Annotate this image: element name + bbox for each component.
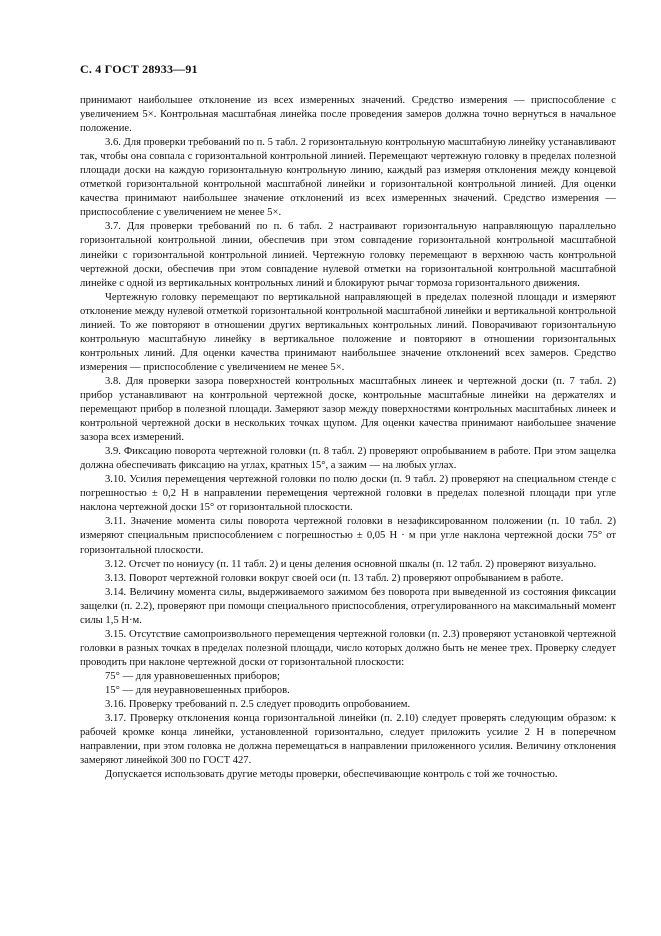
list-item: 75° — для уравновешенных приборов; bbox=[105, 670, 280, 682]
paragraph: 3.16. Проверку требований п. 2.5 следует проводить опробованием. bbox=[105, 699, 411, 711]
paragraph: 3.15. Отсутствие самопроизвольного перемещения чертежной головки (п. 2.3) проверяют установкой чертежной головки в разных точках в пределах полезной площади, число которых должно быть не менее трех. Проверку следует проводить при наклоне чертежной доски от горизонтальной плоскости: bbox=[80, 628, 616, 668]
paragraph: 3.12. Отсчет по нониусу (п. 11 табл. 2) и цены деления основной шкалы (п. 12 табл. 2) проверяют визуально. bbox=[105, 558, 597, 570]
document-body bbox=[80, 94, 616, 782]
paragraph: 3.8. Для проверки зазора поверхностей контрольных масштабных линеек и чертежной доски (п. 7 табл. 2) прибор устанавливают на контрольной чертежной доске, контрольные масштабные линейки на держателях и перемещают прибор в полезной площади. Замеряют зазор между поверхностями контрольных масштабных линеек и контрольной чертежной доски в нескольких точках щупом. Для оценки качества принимают наибольшее значение зазора всех измерений. bbox=[80, 375, 616, 444]
paragraph: 3.6. Для проверки требований по п. 5 табл. 2 горизонтальную контрольную масштабную линейку устанавливают так, чтобы она совпала с горизонтальной контрольной линией. Перемещают чертежную головку в пределах полезной площади доски на каждую горизонтальную контрольную линию, каждый раз измеряя отклонения между концевой отметкой горизонтальной контрольной масштабной линейки и горизонтальной контрольной линией. Для оценки качества принимают наибольшее значение отклонений из всех измеренных значений. Средство измерения — приспособление с увеличением не менее 5×. bbox=[80, 137, 616, 219]
paragraph: Чертежную головку перемещают по вертикальной направляющей в пределах полезной площади и измеряют отклонение между нулевой отметкой горизонтальной контрольной масштабной линейки и вертикальной контрольной линией. То же повторяют в отношении других вертикальных контрольных линий. Поворачивают горизонтальную контрольную масштабную линейку в вертикальное положение и повторяют в отношении горизонтальных контрольных линий. Для оценки качества принимают наибольшее значение отклонений всех замеров. Средство измерения — приспособление с увеличением не менее 5×. bbox=[80, 291, 616, 373]
paragraph: 3.9. Фиксацию поворота чертежной головки (п. 8 табл. 2) проверяют опробыванием в работе. При этом защелка должна обеспечивать фиксацию на углах, кратных 15°, а зажим — на любых углах. bbox=[80, 446, 616, 472]
paragraph: 3.17. Проверку отклонения конца горизонтальной линейки (п. 2.10) следует проверять следующим образом: к рабочей кромке конца линейки, установленной горизонтально, следует приложить усилие 2 Н в поперечном направлении, при этом головка не должна перемещаться в направлении приложенного усилия. Величину отклонения замеряют линейкой 300 по ГОСТ 427. bbox=[80, 713, 616, 767]
paragraph: 3.13. Поворот чертежной головки вокруг своей оси (п. 13 табл. 2) проверяют опробыванием в работе. bbox=[105, 572, 564, 584]
paragraph: принимают наибольшее отклонение из всех измеренных значений. Средство измерения — приспособление с увеличением 5×. Контрольная масштабная линейка после проведения замеров должна точно вернуться в начальное положение. bbox=[80, 95, 616, 135]
paragraph: Допускается использовать другие методы проверки, обеспечивающие контроль с той же точностью. bbox=[105, 769, 558, 781]
paragraph: 3.7. Для проверки требований по п. 6 табл. 2 настраивают горизонтальную направляющую параллельно горизонтальной контрольной линии, обеспечив при этом совпадение горизонтальной контрольной масштабной линейки с горизонтальной контрольной линией. Чертежную головку перемещают в верхнюю часть контрольной чертежной доски, обеспечив при этом совпадение нулевой отметки на горизонтальной контрольной масштабной линейке с одной из вертикальных контрольных линий и блокируют рычаг тормоза горизонтального движения. bbox=[80, 221, 616, 289]
list-item: 15° — для неуравновешенных приборов. bbox=[105, 684, 290, 696]
paragraph: 3.14. Величину момента силы, выдерживаемого зажимом без поворота при выведенной из состояния фиксации защелки (п. 2.2), проверяют при помощи специального приспособления, отрегулированного на максимальный момент силы 1,5 Н·м. bbox=[80, 586, 616, 626]
paragraph: 3.11. Значение момента силы поворота чертежной головки в незафиксированном положении (п. 10 табл. 2) измеряют специальным приспособлением с погрешностью ± 0,05 Н · м при угле наклона чертежной доски 75° от горизонтальной плоскости. bbox=[80, 516, 616, 556]
paragraph: 3.10. Усилия перемещения чертежной головки по полю доски (п. 9 табл. 2) проверяют на специальном стенде с погрешностью ± 0,2 Н в направлении перемещения чертежной головки в пределах полезной площади при угле наклона чертежной доски 15° от горизонтальной плоскости. bbox=[80, 474, 616, 514]
page-header: С. 4 ГОСТ 28933—91 bbox=[80, 62, 198, 76]
